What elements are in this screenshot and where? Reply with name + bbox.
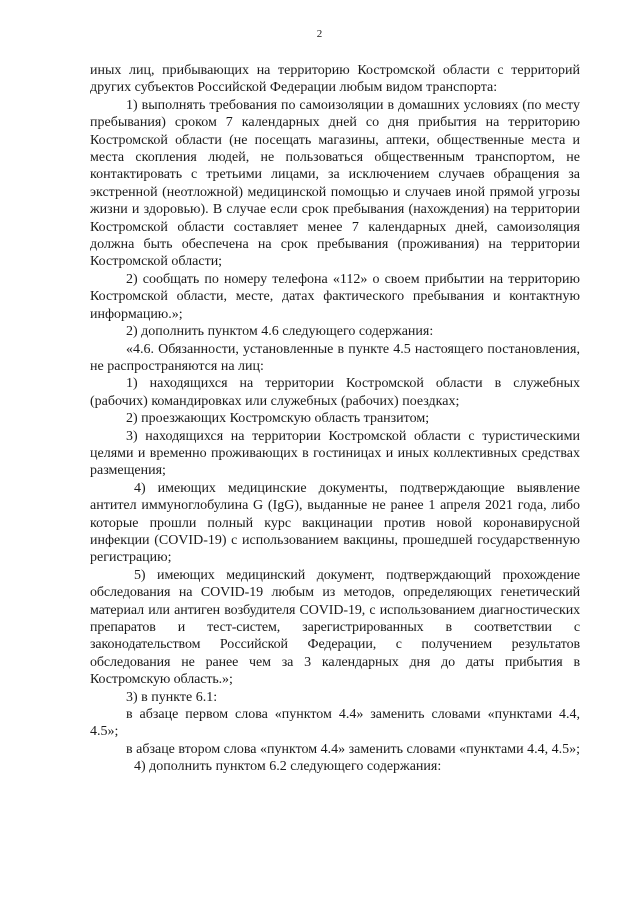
document-body [90,62,580,776]
paragraph-amend-6-2: 4) дополнить пунктом 6.2 следующего содержания: [134,759,442,775]
paragraph-amend-4-6: 2) дополнить пунктом 4.6 следующего содержания: [126,324,434,340]
paragraph-6-1-second: в абзаце втором слова «пунктом 4.4» заменить словами «пунктами 4.4, 4.5»; [126,741,580,757]
paragraph-exception-1: 1) находящихся на территории Костромской области в служебных (рабочих) командировках или служебных (рабочих) поездках; [90,376,580,409]
paragraph-item-2-phone-112: 2) сообщать по номеру телефона «112» о своем прибытии на территорию Костромской области, месте, датах фактического пребывания и контактную информацию.»; [90,271,580,322]
paragraph-item-1-self-isolation: 1) выполнять требования по самоизоляции в домашних условиях (по месту пребывания) сроком 7 календарных дней со дня прибытия на территорию Костромской области (не посещать магазины, аптеки, общественные места и места скопления людей, не пользоваться общественным транспортом, не контактировать с третьими лицами, за исключением случаев обращения за экстренной (неотложной) медицинской помощью и случаев иной прямой угрозы жизни и здоровью). В случае если срок пребывания (нахождения) на территории Костромской области составляет менее 7 календарных дней, самоизоляция должна быть обеспечена на срок пребывания (проживания) на территории Костромской области; [90,97,580,270]
paragraph-exception-2: 2) проезжающих Костромскую область транзитом; [126,411,430,427]
paragraph-amend-6-1: 3) в пункте 6.1: [126,689,218,705]
paragraph-exception-4: 4) имеющих медицинские документы, подтверждающие выявление антител иммуноглобулина G (IgG), выданные не ранее 1 апреля 2021 года, либо которые прошли полный курс вакцинации против новой коронавирусной инфекции (COVID-19) с использованием вакцины, прошедшей государственную регистрацию; [90,480,580,566]
paragraph-intro: иных лиц, прибывающих на территорию Костромской области с территорий других субъектов Российской Федерации любым видом транспорта: [90,63,580,96]
page-number: 2 [316,28,323,40]
paragraph-exception-3: 3) находящихся на территории Костромской области с туристическими целями и временно проживающих в гостиницах и иных коллективных средствах размещения; [90,428,580,479]
paragraph-6-1-first: в абзаце первом слова «пунктом 4.4» заменить словами «пунктами 4.4, 4.5»; [90,707,580,740]
paragraph-4-6-heading: «4.6. Обязанности, установленные в пункте 4.5 настоящего постановления, не распространяются на лиц: [90,341,580,374]
paragraph-exception-5: 5) имеющих медицинский документ, подтверждающий прохождение обследования на COVID-19 любым из методов, определяющих генетический материал или антиген возбудителя COVID-19, с использованием диагностических препаратов и тест-систем, зарегистрированных в соответствии с законодательством Российской Федерации, с получением результатов обследования не ранее чем за 3 календарных дня до даты прибытия в Костромскую область.»; [90,567,580,688]
